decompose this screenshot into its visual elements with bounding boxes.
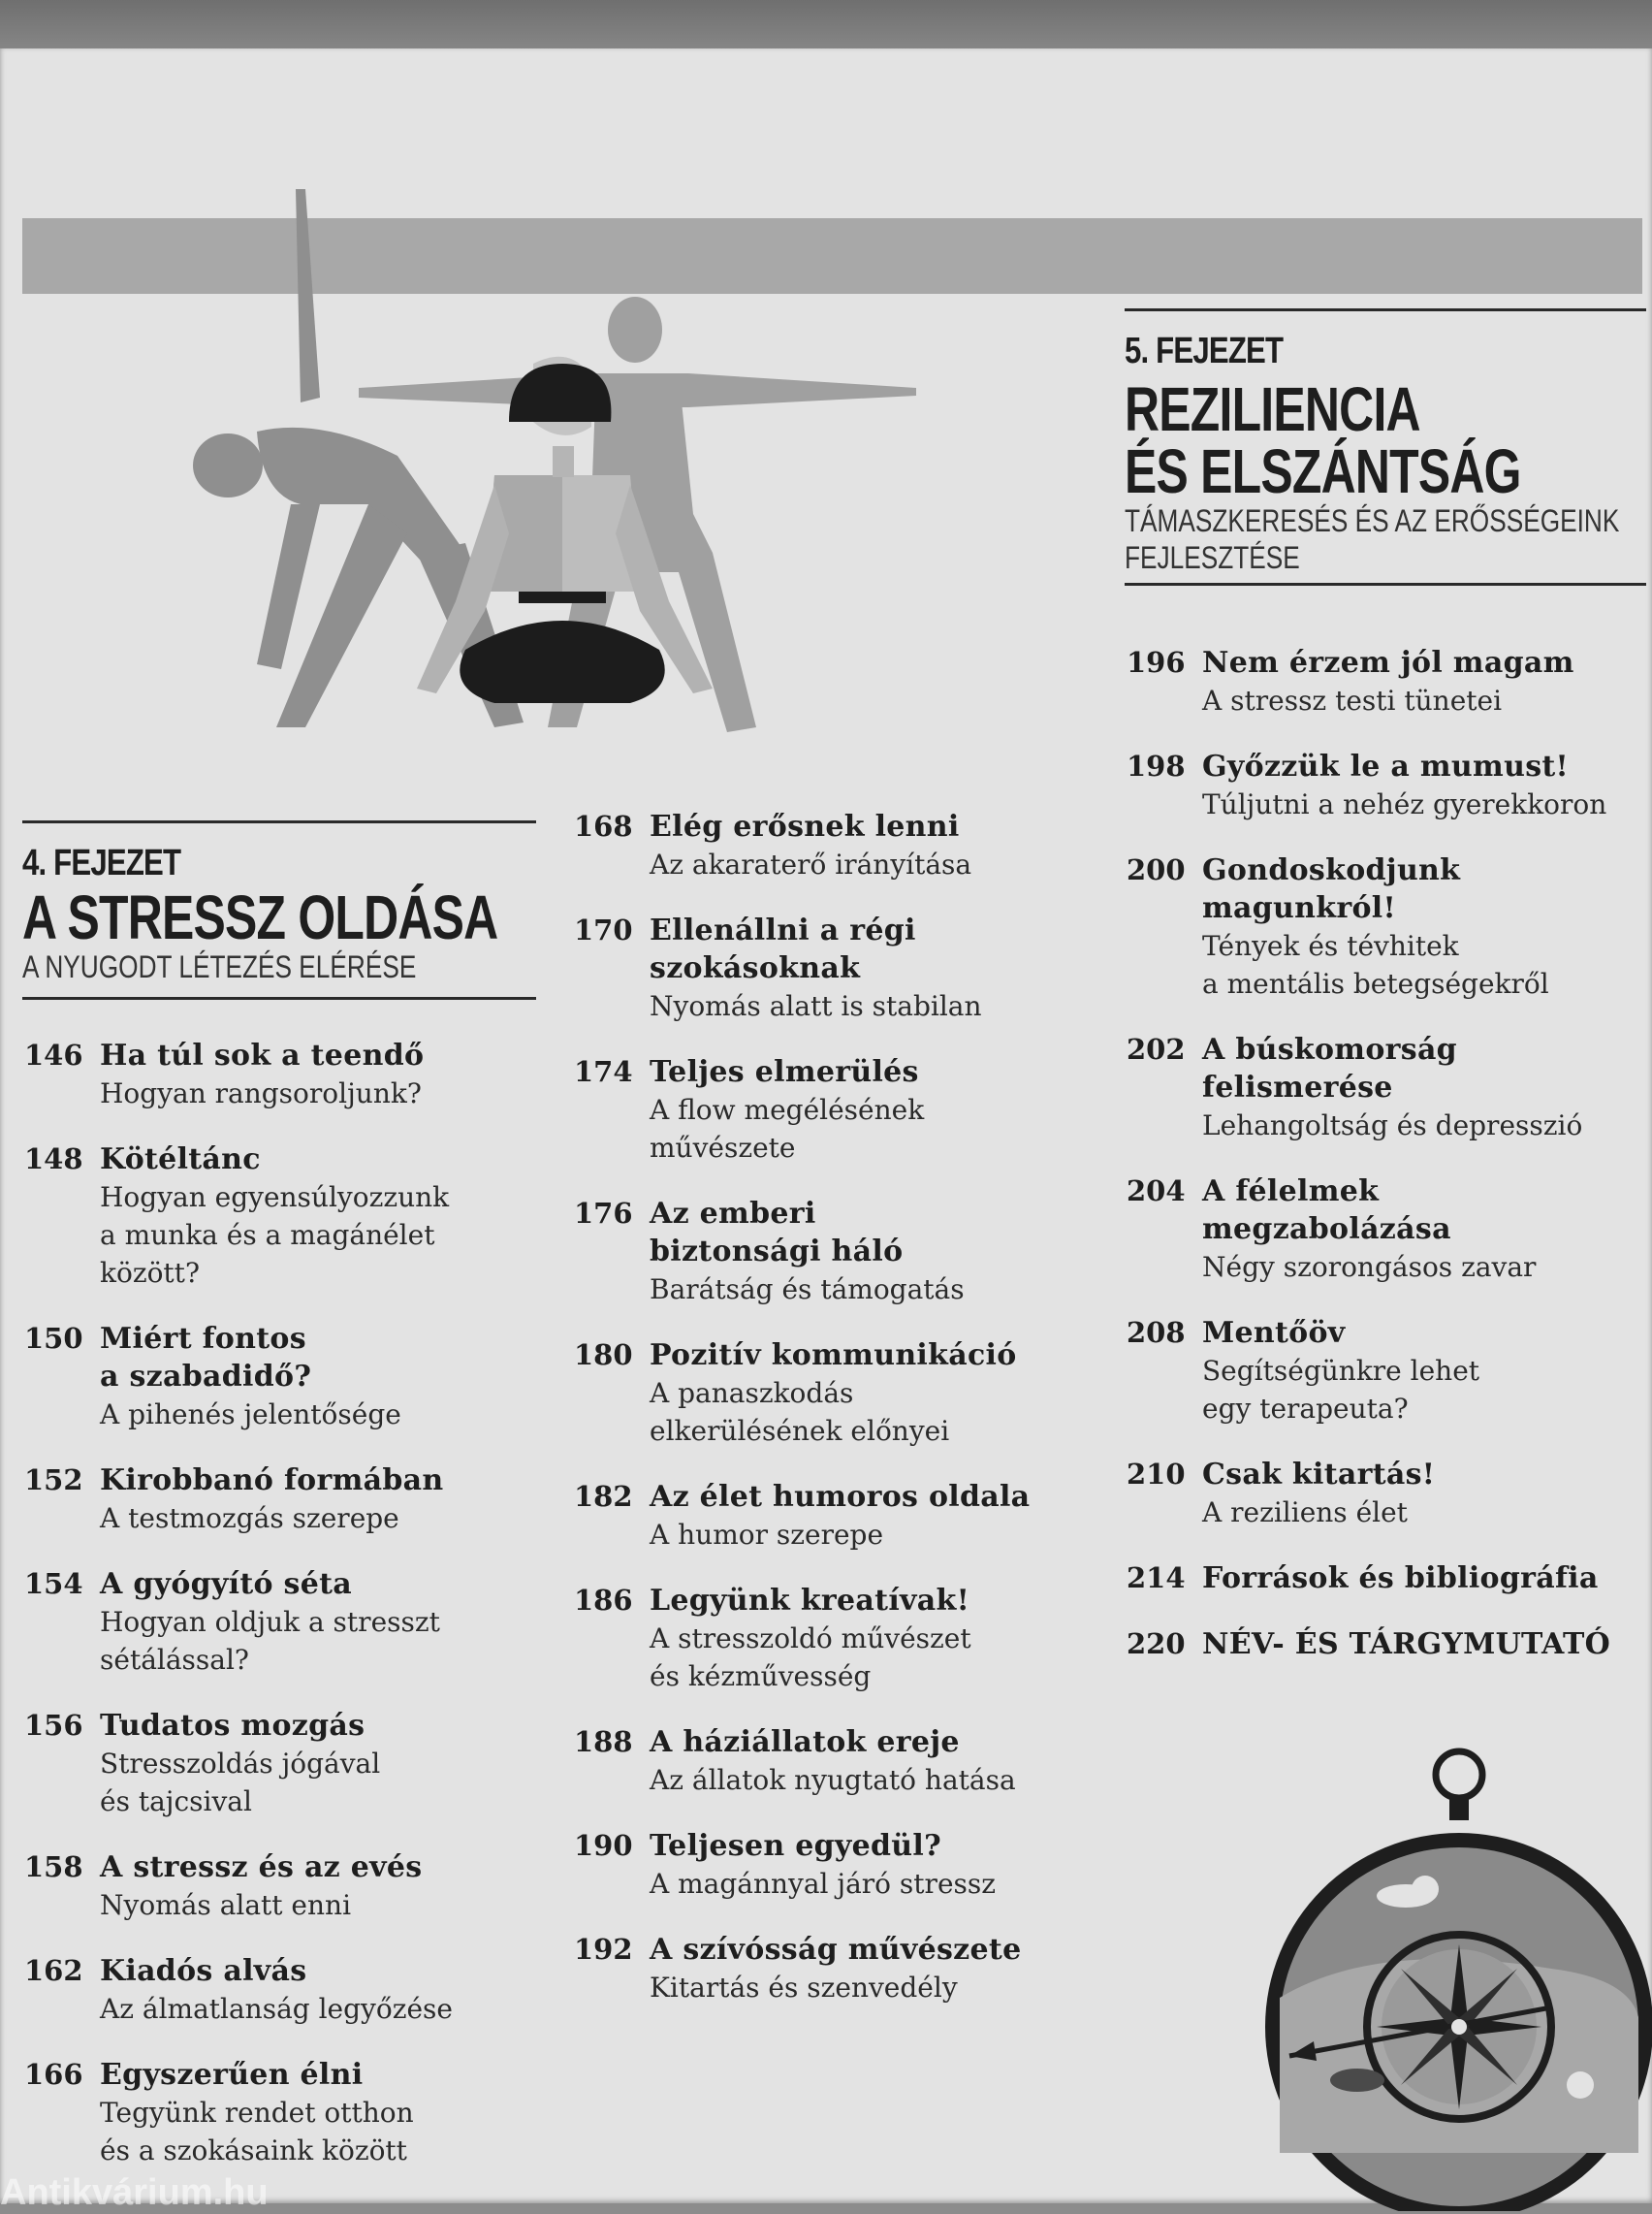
entry-text xyxy=(1202,1031,1582,1144)
entry-title: Legyünk kreatívak! xyxy=(650,1584,970,1618)
entry-text xyxy=(1202,851,1549,1003)
page-number: 210 xyxy=(1127,1458,1186,1491)
entry-subtitle: Segítségünkre lehet xyxy=(1202,1355,1480,1387)
entry-title: Miért fontos xyxy=(100,1322,306,1356)
toc-entry xyxy=(1127,1172,1650,1286)
entry-subtitle: A reziliens élet xyxy=(1202,1496,1408,1528)
toc-entry xyxy=(1127,851,1650,1003)
entry-title: A félelmek xyxy=(1202,1174,1380,1208)
chapter-subtitle: A NYUGODT LÉTEZÉS ELÉRÉSE xyxy=(22,949,417,984)
entry-text xyxy=(1202,644,1574,720)
entry-subtitle: Barátság és támogatás xyxy=(650,1273,965,1305)
toc-entry xyxy=(574,1827,1117,1903)
entry-subtitle: A panaszkodás xyxy=(650,1377,854,1409)
toc-entry xyxy=(1127,1031,1650,1144)
toc-entry xyxy=(1127,1559,1650,1597)
entry-title: magunkról! xyxy=(1202,891,1396,925)
entry-subtitle: Túljutni a nehéz gyerekkoron xyxy=(1202,788,1607,820)
toc-column-3 xyxy=(1127,644,1650,1691)
page-number: 174 xyxy=(574,1055,633,1088)
entry-subtitle: A stresszoldó művészet xyxy=(650,1622,971,1654)
entry-subtitle: és kézművesség xyxy=(650,1660,872,1692)
toc-entry xyxy=(574,1931,1117,2006)
chapter-title: A STRESSZ OLDÁSA xyxy=(22,882,498,952)
toc-column-1 xyxy=(24,1037,548,2198)
chapter-subtitle-line: FEJLESZTÉSE xyxy=(1125,540,1300,576)
page-number: 154 xyxy=(24,1567,83,1600)
entry-text xyxy=(1202,1625,1610,1663)
entry-subtitle: Az akaraterő irányítása xyxy=(650,849,972,881)
entry-title: Kirobbanó formában xyxy=(100,1463,444,1497)
yoga-figures-illustration xyxy=(175,184,931,756)
chapter-5-header xyxy=(1125,308,1646,586)
entry-text xyxy=(1202,1456,1435,1531)
entry-title: A gyógyító séta xyxy=(100,1567,353,1601)
entry-subtitle: a mentális betegségekről xyxy=(1202,968,1549,1000)
page-number: 146 xyxy=(24,1039,83,1072)
page-number: 158 xyxy=(24,1850,83,1883)
page-number: 214 xyxy=(1127,1561,1186,1594)
entry-title: Pozitív kommunikáció xyxy=(650,1338,1017,1372)
entry-title: Ha túl sok a teendő xyxy=(100,1039,425,1073)
toc-entry xyxy=(24,1707,548,1820)
entry-title: Egyszerűen élni xyxy=(100,2058,364,2092)
toc-entry xyxy=(24,1565,548,1679)
entry-title: szokásoknak xyxy=(650,951,861,985)
entry-title: Források és bibliográfia xyxy=(1202,1561,1599,1595)
toc-entry xyxy=(574,1723,1117,1799)
divider xyxy=(1125,308,1646,311)
entry-title: A szívósság művészete xyxy=(650,1933,1022,1967)
entry-text xyxy=(100,1037,424,1112)
entry-text xyxy=(650,1582,971,1695)
toc-entry xyxy=(574,1582,1117,1695)
entry-title: A búskomorság xyxy=(1202,1033,1457,1067)
toc-entry xyxy=(1127,748,1650,823)
page-number: 208 xyxy=(1127,1316,1186,1349)
toc-column-2 xyxy=(574,808,1117,2035)
entry-subtitle: művészete xyxy=(650,1132,796,1164)
page-number: 148 xyxy=(24,1142,83,1175)
toc-entry xyxy=(574,808,1117,883)
page-number: 204 xyxy=(1127,1174,1186,1207)
chapter-label: 5. FEJEZET xyxy=(1125,331,1284,371)
entry-subtitle: sétálással? xyxy=(100,1644,249,1676)
entry-text xyxy=(1202,748,1606,823)
entry-subtitle: és tajcsival xyxy=(100,1785,252,1817)
entry-title: A háziállatok ereje xyxy=(650,1725,960,1759)
toc-entry xyxy=(574,1195,1117,1308)
entry-title: Elég erősnek lenni xyxy=(650,810,960,844)
page-number: 202 xyxy=(1127,1033,1186,1066)
toc-entry xyxy=(24,1461,548,1537)
entry-title: Az élet humoros oldala xyxy=(650,1480,1031,1514)
page-number: 180 xyxy=(574,1338,633,1371)
page-number: 176 xyxy=(574,1197,633,1230)
entry-text xyxy=(650,1931,1021,2006)
entry-text xyxy=(100,1565,440,1679)
entry-title: a szabadidő? xyxy=(100,1360,312,1394)
entry-text xyxy=(100,1461,443,1537)
entry-title: biztonsági háló xyxy=(650,1235,904,1268)
entry-subtitle: Tegyünk rendet otthon xyxy=(100,2097,414,2129)
entry-subtitle: A humor szerepe xyxy=(650,1519,884,1551)
entry-subtitle: Hogyan oldjuk a stresszt xyxy=(100,1606,440,1638)
entry-subtitle: A flow megélésének xyxy=(650,1094,925,1126)
entry-text xyxy=(100,1140,449,1292)
toc-entry xyxy=(1127,1314,1650,1428)
entry-text xyxy=(650,912,982,1025)
entry-title: Csak kitartás! xyxy=(1202,1458,1436,1492)
entry-text xyxy=(650,1723,1016,1799)
entry-subtitle: a munka és a magánélet xyxy=(100,1219,435,1251)
entry-text xyxy=(1202,1559,1599,1597)
entry-text xyxy=(1202,1172,1536,1286)
toc-entry xyxy=(574,1053,1117,1167)
entry-title: megzabolázása xyxy=(1202,1212,1451,1246)
entry-title: Nem érzem jól magam xyxy=(1202,646,1574,680)
entry-subtitle: egy terapeuta? xyxy=(1202,1393,1409,1425)
entry-title: Győzzük le a mumust! xyxy=(1202,750,1570,784)
entry-subtitle: Kitartás és szenvedély xyxy=(650,1972,958,2004)
entry-title: Tudatos mozgás xyxy=(100,1709,365,1743)
toc-entry xyxy=(1127,1456,1650,1531)
entry-subtitle: Nyomás alatt enni xyxy=(100,1889,352,1921)
page-number: 152 xyxy=(24,1463,83,1496)
entry-title: Mentőöv xyxy=(1202,1316,1346,1350)
toc-entry xyxy=(574,1336,1117,1450)
entry-subtitle: Nyomás alatt is stabilan xyxy=(650,990,982,1022)
toc-entry xyxy=(24,1848,548,1924)
page-number: 186 xyxy=(574,1584,633,1617)
entry-title: felismerése xyxy=(1202,1071,1393,1105)
entry-subtitle: Négy szorongásos zavar xyxy=(1202,1251,1537,1283)
watermark: Antikvárium.hu xyxy=(0,2172,269,2213)
entry-text xyxy=(100,1848,422,1924)
entry-text xyxy=(650,1827,996,1903)
toc-entry xyxy=(24,1140,548,1292)
entry-text xyxy=(650,1195,965,1308)
chapter-label: 4. FEJEZET xyxy=(22,843,181,883)
entry-text xyxy=(650,808,971,883)
page-number: 220 xyxy=(1127,1627,1186,1660)
entry-subtitle: Hogyan rangsoroljunk? xyxy=(100,1077,422,1109)
toc-entry xyxy=(24,1037,548,1112)
divider xyxy=(22,820,536,823)
toc-entry xyxy=(574,1478,1117,1554)
toc-entry xyxy=(1127,644,1650,720)
page-number: 166 xyxy=(24,2058,83,2091)
chapter-subtitle-line: TÁMASZKERESÉS ÉS AZ ERŐSSÉGEINK xyxy=(1125,503,1620,538)
entry-title: Kötéltánc xyxy=(100,1142,261,1176)
entry-text xyxy=(100,1320,401,1433)
entry-text xyxy=(100,1952,453,2028)
toc-entry xyxy=(24,1952,548,2028)
entry-title: NÉV- ÉS TÁRGYMUTATÓ xyxy=(1202,1627,1611,1661)
page-number: 192 xyxy=(574,1933,633,1966)
page-number: 156 xyxy=(24,1709,83,1742)
entry-title: Az emberi xyxy=(650,1197,816,1231)
entry-title: A stressz és az evés xyxy=(100,1850,423,1884)
entry-subtitle: A stressz testi tünetei xyxy=(1202,685,1503,717)
entry-text xyxy=(650,1053,924,1167)
entry-text xyxy=(100,2056,414,2169)
entry-title: Ellenállni a régi xyxy=(650,914,916,947)
page-number: 200 xyxy=(1127,853,1186,886)
toc-entry xyxy=(24,1320,548,1433)
entry-subtitle: A magánnyal járó stressz xyxy=(650,1868,996,1900)
page-number: 168 xyxy=(574,810,633,843)
page-number: 170 xyxy=(574,914,633,947)
entry-subtitle: Az álmatlanság legyőzése xyxy=(100,1993,453,2025)
entry-text xyxy=(1202,1314,1479,1428)
chapter-4-header xyxy=(22,820,536,1000)
entry-subtitle: Stresszoldás jógával xyxy=(100,1748,381,1780)
entry-subtitle: elkerülésének előnyei xyxy=(650,1415,950,1447)
page-number: 182 xyxy=(574,1480,633,1513)
divider xyxy=(1125,583,1646,586)
entry-subtitle: Tények és tévhitek xyxy=(1202,930,1459,962)
chapter-title-line: ÉS ELSZÁNTSÁG xyxy=(1125,436,1521,506)
toc-entry xyxy=(1127,1625,1650,1663)
entry-subtitle: Hogyan egyensúlyozzunk xyxy=(100,1181,450,1213)
entry-subtitle: és a szokásaink között xyxy=(100,2134,407,2166)
entry-text xyxy=(650,1336,1017,1450)
page-number: 198 xyxy=(1127,750,1186,783)
divider xyxy=(22,997,536,1000)
entry-text xyxy=(100,1707,380,1820)
toc-entry xyxy=(574,912,1117,1025)
entry-title: Kiadós alvás xyxy=(100,1954,307,1988)
entry-subtitle: Lehangoltság és depresszió xyxy=(1202,1109,1583,1141)
entry-title: Teljesen egyedül? xyxy=(650,1829,941,1863)
compass-illustration xyxy=(1260,1746,1652,2211)
entry-subtitle: Az állatok nyugtató hatása xyxy=(650,1764,1016,1796)
entry-subtitle: A testmozgás szerepe xyxy=(100,1502,399,1534)
page-number: 162 xyxy=(24,1954,83,1987)
page-number: 196 xyxy=(1127,646,1186,679)
entry-subtitle: A pihenés jelentősége xyxy=(100,1398,401,1430)
page-number: 190 xyxy=(574,1829,633,1862)
page-number: 188 xyxy=(574,1725,633,1758)
entry-text xyxy=(650,1478,1030,1554)
chapter-title-line: REZILIENCIA xyxy=(1125,374,1420,444)
entry-subtitle: között? xyxy=(100,1257,200,1289)
toc-entry xyxy=(24,2056,548,2169)
entry-title: Teljes elmerülés xyxy=(650,1055,919,1089)
entry-title: Gondoskodjunk xyxy=(1202,853,1461,887)
page-number: 150 xyxy=(24,1322,83,1355)
